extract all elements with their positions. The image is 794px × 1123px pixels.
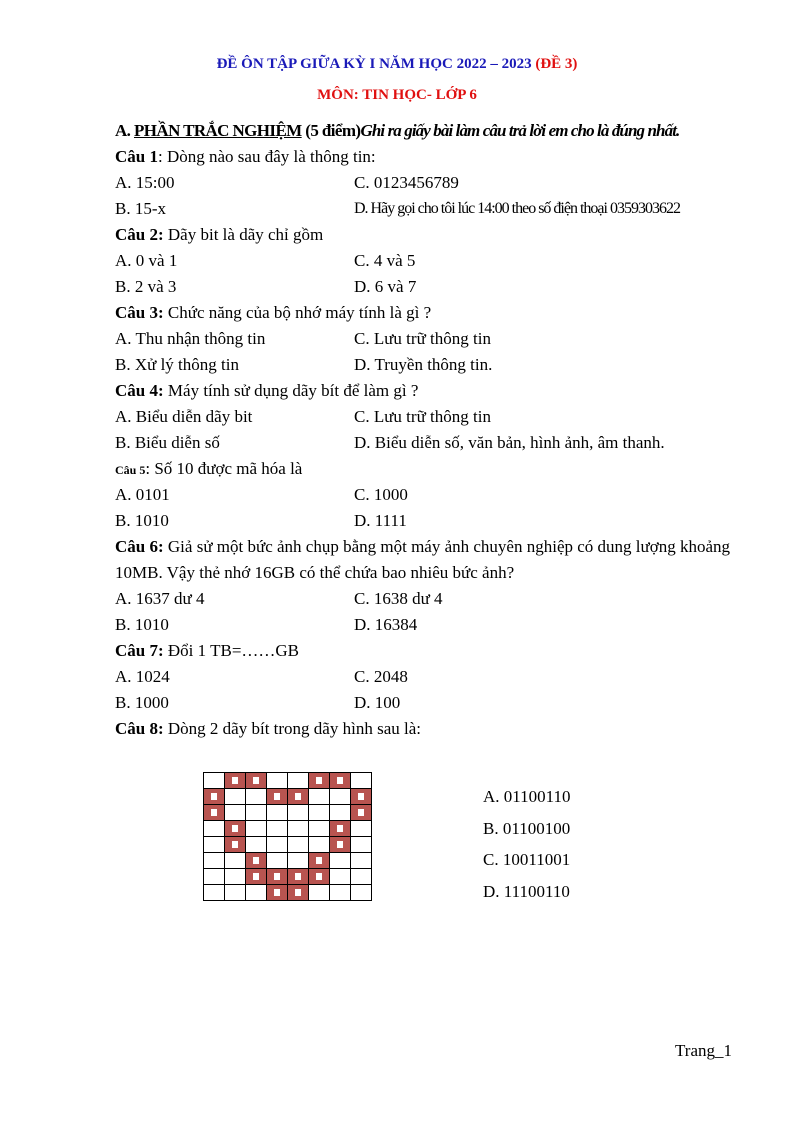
answer-option: C. Lưu trữ thông tin xyxy=(354,407,491,426)
grid-cell-empty xyxy=(267,821,288,837)
grid-cell-empty xyxy=(204,885,225,901)
grid-cell-filled xyxy=(309,773,330,789)
grid-cell-empty xyxy=(204,773,225,789)
grid-cell-empty xyxy=(351,885,372,901)
grid-cell-empty xyxy=(246,805,267,821)
grid-cell-empty xyxy=(288,821,309,837)
question-label: Câu 5 xyxy=(115,463,146,477)
answer-row xyxy=(115,248,755,274)
question-text: Giả sử một bức ảnh chụp bằng một máy ảnh chuyên nghiệp có dung lượng khoảng 10MB. Vậy thẻ nhớ 16GB có thể chứa bao nhiêu bức ảnh? xyxy=(115,537,731,582)
question-label: Câu 1 xyxy=(115,147,158,166)
question-text: Chức năng của bộ nhớ máy tính là gì ? xyxy=(163,303,432,322)
grid-cell-empty xyxy=(351,837,372,853)
answer-option: D. 1111 xyxy=(354,511,407,530)
answer-row xyxy=(115,664,755,690)
grid-cell-filled xyxy=(288,869,309,885)
grid-row xyxy=(204,885,372,901)
section-instruction: Ghi ra giấy bài làm câu trả lời em cho là đúng nhất. xyxy=(360,121,680,140)
answer-option: D. 16384 xyxy=(354,615,418,634)
grid-cell-filled xyxy=(225,773,246,789)
grid-cell-empty xyxy=(246,821,267,837)
answer-option: B. 1010 xyxy=(115,615,169,634)
bit-grid xyxy=(203,772,372,901)
answer-option: C. 0123456789 xyxy=(354,173,459,192)
answer-option: B. 1010 xyxy=(115,511,169,530)
answer-option: B. Xử lý thông tin xyxy=(115,355,239,374)
grid-cell-empty xyxy=(351,821,372,837)
question-label: Câu 3: xyxy=(115,303,164,322)
answer-row xyxy=(115,352,755,378)
answer-option: A. 1024 xyxy=(115,667,170,686)
section-a-heading xyxy=(115,118,755,144)
question-5 xyxy=(115,456,755,482)
answer-option: A. Biểu diễn dãy bit xyxy=(115,407,253,426)
grid-cell-filled xyxy=(204,805,225,821)
answer-option: C. Lưu trữ thông tin xyxy=(354,329,491,348)
grid-row xyxy=(204,789,372,805)
question-7 xyxy=(115,638,755,664)
grid-cell-filled xyxy=(225,821,246,837)
question-text: Máy tính sử dụng dãy bít để làm gì ? xyxy=(163,381,419,400)
answer-row xyxy=(115,404,755,430)
question-text: : Số 10 được mã hóa là xyxy=(145,459,303,478)
answer-option: B. 1000 xyxy=(115,693,169,712)
answer-option: A. 15:00 xyxy=(115,173,175,192)
grid-cell-empty xyxy=(246,885,267,901)
answer-option: D. 11100110 xyxy=(483,881,570,901)
grid-cell-empty xyxy=(330,789,351,805)
answer-option: C. 1000 xyxy=(354,485,408,504)
answer-row xyxy=(115,586,755,612)
grid-row xyxy=(204,869,372,885)
grid-cell-empty xyxy=(267,773,288,789)
grid-cell-empty xyxy=(225,805,246,821)
answer-row xyxy=(115,170,755,196)
answer-option: C. 2048 xyxy=(354,667,408,686)
grid-cell-empty xyxy=(246,789,267,805)
grid-row xyxy=(204,773,372,789)
grid-cell-empty xyxy=(288,837,309,853)
answer-option: D. 100 xyxy=(354,693,401,712)
grid-cell-empty xyxy=(309,789,330,805)
grid-cell-filled xyxy=(330,821,351,837)
question-2 xyxy=(115,222,755,248)
question-3 xyxy=(115,300,755,326)
grid-cell-empty xyxy=(288,853,309,869)
grid-cell-filled xyxy=(330,837,351,853)
section-title: PHẦN TRẮC NGHIỆM xyxy=(133,121,302,140)
grid-cell-empty xyxy=(267,853,288,869)
grid-row xyxy=(204,837,372,853)
answer-option: A. 1637 dư 4 xyxy=(115,589,205,608)
grid-cell-empty xyxy=(309,821,330,837)
answer-row xyxy=(115,508,755,534)
grid-row xyxy=(204,853,372,869)
question-label: Câu 4: xyxy=(115,381,164,400)
answer-option: B. 01100100 xyxy=(483,818,571,838)
question-1 xyxy=(115,144,755,170)
answer-row xyxy=(115,430,755,456)
grid-cell-filled xyxy=(204,789,225,805)
grid-cell-empty xyxy=(351,853,372,869)
question-8 xyxy=(115,716,755,742)
grid-cell-empty xyxy=(267,837,288,853)
question-6 xyxy=(115,534,740,586)
question-8-options xyxy=(483,784,571,910)
question-label: Câu 7: xyxy=(115,641,164,660)
grid-cell-filled xyxy=(351,805,372,821)
grid-cell-filled xyxy=(246,773,267,789)
exam-variant: (ĐỀ 3) xyxy=(535,56,578,72)
question-4 xyxy=(115,378,755,404)
grid-cell-empty xyxy=(330,805,351,821)
question-text: : Dòng nào sau đây là thông tin: xyxy=(157,147,376,166)
grid-cell-filled xyxy=(267,869,288,885)
grid-cell-empty xyxy=(204,821,225,837)
grid-cell-empty xyxy=(288,773,309,789)
grid-cell-empty xyxy=(330,885,351,901)
answer-option: A. 0101 xyxy=(115,485,170,504)
answer-option: A. 0 và 1 xyxy=(115,251,178,270)
grid-cell-filled xyxy=(246,853,267,869)
exam-subject: MÔN: TIN HỌC- LỚP 6 xyxy=(317,87,477,103)
answer-option: B. Biểu diễn số xyxy=(115,433,220,452)
answer-option: D. 6 và 7 xyxy=(354,277,417,296)
grid-cell-filled xyxy=(225,837,246,853)
grid-cell-empty xyxy=(204,837,225,853)
question-text: Đổi 1 TB=……GB xyxy=(163,641,300,660)
grid-cell-filled xyxy=(309,869,330,885)
answer-option: D. Hãy gọi cho tôi lúc 14:00 theo số điện thoại 0359303622 xyxy=(354,200,680,217)
question-label: Câu 6: xyxy=(115,537,164,556)
section-prefix: A. xyxy=(115,121,131,140)
answer-option: B. 15-x xyxy=(115,199,166,218)
grid-row xyxy=(204,821,372,837)
grid-cell-empty xyxy=(330,869,351,885)
exam-title-main: ĐỀ ÔN TẬP GIỮA KỲ I NĂM HỌC 2022 – 2023 xyxy=(216,56,532,72)
grid-cell-empty xyxy=(246,837,267,853)
answer-row xyxy=(115,196,755,222)
grid-row xyxy=(204,805,372,821)
answer-option: C. 4 và 5 xyxy=(354,251,416,270)
grid-cell-filled xyxy=(309,853,330,869)
grid-cell-empty xyxy=(225,869,246,885)
grid-cell-filled xyxy=(330,773,351,789)
grid-cell-filled xyxy=(267,789,288,805)
grid-cell-empty xyxy=(267,805,288,821)
answer-row xyxy=(115,612,755,638)
answer-option: D. Truyền thông tin. xyxy=(354,355,493,374)
answer-option: C. 1638 dư 4 xyxy=(354,589,443,608)
answer-row xyxy=(115,482,755,508)
question-text: Dòng 2 dãy bít trong dãy hình sau là: xyxy=(163,719,421,738)
exam-content xyxy=(115,118,755,742)
grid-cell-empty xyxy=(204,853,225,869)
grid-cell-filled xyxy=(288,885,309,901)
grid-cell-empty xyxy=(309,885,330,901)
grid-cell-empty xyxy=(225,853,246,869)
grid-cell-empty xyxy=(351,869,372,885)
grid-cell-filled xyxy=(267,885,288,901)
grid-cell-filled xyxy=(351,789,372,805)
page-number: Trang_1 xyxy=(675,1041,732,1060)
exam-title xyxy=(0,56,794,73)
answer-option: D. Biểu diễn số, văn bản, hình ảnh, âm thanh. xyxy=(354,433,665,452)
answer-row xyxy=(115,690,755,716)
answer-row xyxy=(115,326,755,352)
answer-option: C. 10011001 xyxy=(483,850,571,869)
question-text: Dãy bit là dãy chỉ gồm xyxy=(163,225,324,244)
grid-cell-empty xyxy=(204,869,225,885)
answer-option: A. 01100110 xyxy=(483,787,571,806)
grid-cell-empty xyxy=(330,853,351,869)
grid-cell-empty xyxy=(309,805,330,821)
grid-cell-filled xyxy=(246,869,267,885)
section-points: (5 điểm) xyxy=(305,121,361,140)
grid-cell-empty xyxy=(225,789,246,805)
answer-row xyxy=(115,274,755,300)
grid-cell-empty xyxy=(351,773,372,789)
grid-cell-empty xyxy=(225,885,246,901)
answer-option: A. Thu nhận thông tin xyxy=(115,329,266,348)
question-label: Câu 2: xyxy=(115,225,164,244)
answer-option: B. 2 và 3 xyxy=(115,277,177,296)
question-label: Câu 8: xyxy=(115,719,164,738)
grid-cell-empty xyxy=(309,837,330,853)
grid-cell-empty xyxy=(288,805,309,821)
grid-cell-filled xyxy=(288,789,309,805)
